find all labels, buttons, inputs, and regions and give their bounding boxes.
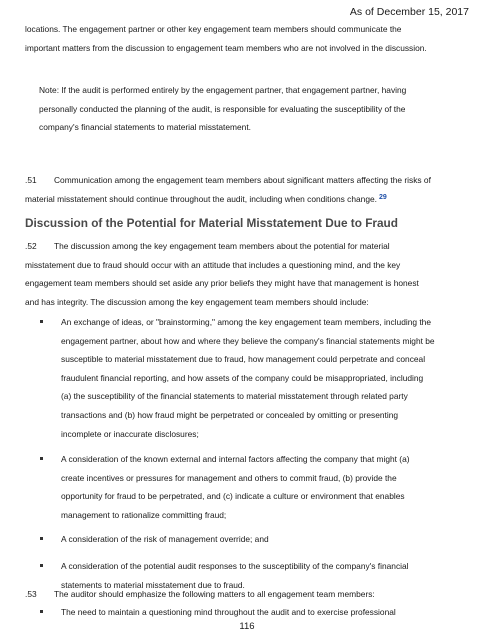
paragraph-number: .53 (25, 589, 37, 599)
text-line: opportunity for fraud to be perpetrated, and (c) indicate a culture or environment that enables (61, 491, 405, 502)
text-line: important matters from the discussion to engagement team members who are not involved in the discussion. (25, 42, 427, 53)
text-line: locations. The engagement partner or other key engagement team members should communicate the (25, 24, 402, 34)
text-line: transactions and (b) how fraud might be perpetrated or concealed by omitting or presenting (61, 409, 399, 420)
list-item-text (61, 313, 470, 443)
text-line: The auditor should emphasize the following matters to all engagement team members: (54, 589, 375, 599)
text-line: susceptible to material misstatement due to fraud, how management could perpetrate and conceal (61, 354, 426, 365)
paragraph-53 (25, 585, 470, 604)
paragraph-number: .51 (25, 175, 37, 185)
text-line: A consideration of the known external and internal factors affecting the company that might (a) (61, 454, 410, 464)
text-line: and has integrity. The discussion among the key engagement team members should include: (25, 296, 369, 307)
paragraph-51 (25, 171, 470, 210)
note-paragraph (39, 81, 469, 137)
text-line: Communication among the engagement team members about significant matters affecting the risks of (54, 175, 431, 185)
text-line: company's financial statements to material misstatement. (39, 122, 251, 133)
bullet-icon (40, 320, 43, 323)
text-line: The discussion among the key engagement team members about the potential for material (54, 241, 390, 251)
list-item (40, 313, 470, 443)
text-line: engagement partner, about how and where they believe the company's financial statements might be (61, 335, 435, 346)
text-line: fraudulent financial reporting, and how assets of the company could be misappropriated, including (61, 372, 424, 383)
bullet-icon (40, 537, 43, 540)
text-line: An exchange of ideas, or "brainstorming," among the key engagement team members, including the (61, 317, 432, 327)
text-line: create incentives or pressures for management and others to commit fraud, (b) provide the (61, 472, 397, 483)
text-line: Note: If the audit is performed entirely by the engagement partner, that engagement partner, having (39, 85, 407, 95)
bullet-icon (40, 610, 43, 613)
text-line: personally conducted the planning of the audit, is responsible for evaluating the susceptibility of the (39, 103, 406, 114)
text-line: material misstatement should continue throughout the audit, including when conditions change. (25, 193, 377, 204)
text-line: incomplete or inaccurate disclosures; (61, 428, 199, 439)
intro-paragraph (25, 20, 470, 57)
section-heading: Discussion of the Potential for Material Misstatement Due to Fraud (25, 216, 398, 230)
list-item (40, 603, 470, 622)
bullet-icon (40, 564, 43, 567)
list-item (40, 450, 470, 524)
paragraph-52 (25, 237, 470, 311)
list-item (40, 530, 470, 549)
text-line: The need to maintain a questioning mind throughout the audit and to exercise professional (61, 607, 396, 617)
footnote-link[interactable]: 29 (378, 193, 387, 201)
paragraph-number: .52 (25, 241, 37, 251)
list-item-text (61, 530, 470, 549)
text-line: management to rationalize committing fraud; (61, 509, 227, 520)
text-line: (a) the susceptibility of the financial statements to material misstatement through related party (61, 391, 408, 402)
list-item-text (61, 450, 470, 524)
bullet-icon (40, 457, 43, 460)
text-line: misstatement due to fraud should occur with an attitude that includes a questioning mind, and the key (25, 259, 401, 270)
page-number: 116 (239, 621, 255, 632)
text-line: engagement team members should set aside any prior beliefs they might have that management is honest (25, 278, 419, 289)
text-line: A consideration of the potential audit responses to the susceptibility of the company's financial (61, 561, 409, 571)
text-line: statements to material misstatement due to fraud. (61, 579, 245, 590)
text-line: A consideration of the risk of management override; and (61, 534, 269, 544)
header-date: As of December 15, 2017 (349, 6, 469, 18)
list-item-text (61, 603, 470, 622)
